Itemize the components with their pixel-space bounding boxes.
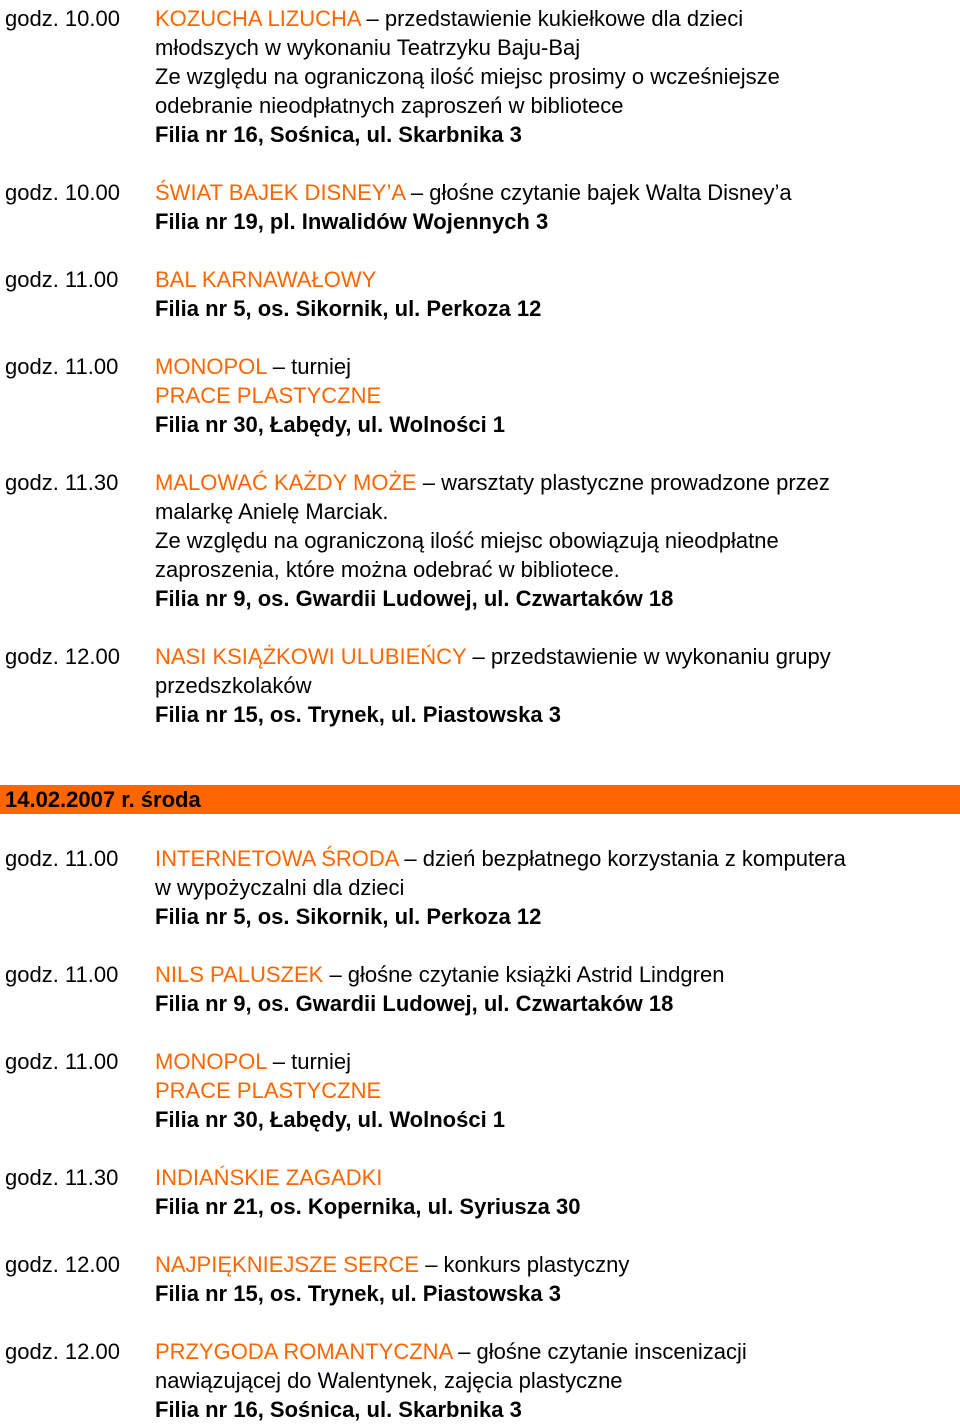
event-heading-line xyxy=(155,178,955,207)
event-description: głośne czytanie bajek Walta Disney’a xyxy=(429,180,792,205)
event-address: Filia nr 21, os. Kopernika, ul. Syriusza 30 xyxy=(155,1194,581,1219)
event-title: ŚWIAT BAJEK DISNEY’A xyxy=(155,180,405,205)
event-heading-line xyxy=(155,642,955,671)
event-heading-line xyxy=(155,1250,955,1279)
event-description: przedstawienie w wykonaniu grupy xyxy=(490,644,831,669)
event-description: głośne czytanie inscenizacji xyxy=(476,1339,747,1364)
event-time: godz. 10.00 xyxy=(5,6,120,31)
event-time: godz. 12.00 xyxy=(5,1252,120,1277)
event-description-line: nawiązującej do Walentynek, zajęcia plastyczne xyxy=(155,1368,623,1393)
event-address: Filia nr 5, os. Sikornik, ul. Perkoza 12 xyxy=(155,904,542,929)
event-description-line: Ze względu na ograniczoną ilość miejsc prosimy o wcześniejsze xyxy=(155,64,780,89)
event-subtitle: PRACE PLASTYCZNE xyxy=(155,1078,382,1103)
event-time: godz. 11.30 xyxy=(5,1165,119,1190)
event-heading-line xyxy=(155,844,955,873)
event-time: godz. 11.00 xyxy=(5,962,119,987)
event-separator: – xyxy=(266,354,292,379)
event-description-line: zaproszenia, które można odebrać w bibliotece. xyxy=(155,557,620,582)
event-description-line: malarkę Anielę Marciak. xyxy=(155,499,389,524)
event-time: godz. 11.00 xyxy=(5,267,119,292)
event-address: Filia nr 19, pl. Inwalidów Wojennych 3 xyxy=(155,209,549,234)
event-separator: – xyxy=(266,1049,292,1074)
event-description-line: odebranie nieodpłatnych zaproszeń w bibliotece xyxy=(155,93,624,118)
event-title: BAL KARNAWAŁOWY xyxy=(155,267,377,292)
event-separator: – xyxy=(466,644,491,669)
event-time: godz. 12.00 xyxy=(5,644,120,669)
event-separator: – xyxy=(398,846,423,871)
event-title: PRZYGODA ROMANTYCZNA xyxy=(155,1339,453,1364)
event-time: godz. 11.00 xyxy=(5,354,119,379)
event-address: Filia nr 9, os. Gwardii Ludowej, ul. Czwartaków 18 xyxy=(155,991,674,1016)
event-separator: – xyxy=(404,180,430,205)
event-description: dzień bezpłatnego korzystania z komputera xyxy=(422,846,846,871)
event-title: INDIAŃSKIE ZAGADKI xyxy=(155,1165,383,1190)
event-time: godz. 11.00 xyxy=(5,1049,119,1074)
event-time: godz. 11.30 xyxy=(5,470,119,495)
event-subtitle: PRACE PLASTYCZNE xyxy=(155,383,382,408)
event-address: Filia nr 15, os. Trynek, ul. Piastowska 3 xyxy=(155,702,561,727)
event-title: KOZUCHA LIZUCHA xyxy=(155,6,361,31)
event-heading-line xyxy=(155,4,955,33)
event-address: Filia nr 15, os. Trynek, ul. Piastowska 3 xyxy=(155,1281,561,1306)
event-title: NAJPIĘKNIEJSZE SERCE xyxy=(155,1252,420,1277)
event-time: godz. 10.00 xyxy=(5,180,120,205)
event-description: głośne czytanie książki Astrid Lindgren xyxy=(347,962,725,987)
event-heading-line xyxy=(155,960,955,989)
event-title: MONOPOL xyxy=(155,1049,267,1074)
event-time: godz. 11.00 xyxy=(5,846,119,871)
event-heading-line xyxy=(155,1047,955,1076)
event-description: warsztaty plastyczne prowadzone przez xyxy=(441,470,830,495)
event-description-line: przedszkolaków xyxy=(155,673,312,698)
event-description-line: młodszych w wykonaniu Teatrzyku Baju-Baj xyxy=(155,35,581,60)
event-heading-line xyxy=(155,468,955,497)
event-address: Filia nr 30, Łabędy, ul. Wolności 1 xyxy=(155,412,506,437)
event-title: MONOPOL xyxy=(155,354,267,379)
event-description: konkurs plastyczny xyxy=(443,1252,630,1277)
event-title: NILS PALUSZEK xyxy=(155,962,324,987)
event-separator: – xyxy=(323,962,348,987)
event-heading-line xyxy=(155,1337,955,1366)
event-address: Filia nr 16, Sośnica, ul. Skarbnika 3 xyxy=(155,1397,522,1422)
event-description: przedstawienie kukiełkowe dla dzieci xyxy=(384,6,744,31)
event-separator: – xyxy=(419,1252,444,1277)
date-heading-bar: 14.02.2007 r. środa xyxy=(0,785,960,814)
event-description-line: w wypożyczalni dla dzieci xyxy=(155,875,405,900)
event-address: Filia nr 5, os. Sikornik, ul. Perkoza 12 xyxy=(155,296,542,321)
event-title: INTERNETOWA ŚRODA xyxy=(155,846,399,871)
event-separator: – xyxy=(416,470,442,495)
event-separator: – xyxy=(452,1339,477,1364)
event-address: Filia nr 16, Sośnica, ul. Skarbnika 3 xyxy=(155,122,522,147)
event-description-line: Ze względu na ograniczoną ilość miejsc obowiązują nieodpłatne xyxy=(155,528,779,553)
event-title: MALOWAĆ KAŻDY MOŻE xyxy=(155,470,417,495)
event-separator: – xyxy=(360,6,385,31)
event-address: Filia nr 9, os. Gwardii Ludowej, ul. Czwartaków 18 xyxy=(155,586,674,611)
event-description: turniej xyxy=(291,354,352,379)
event-title: NASI KSIĄŻKOWI ULUBIEŃCY xyxy=(155,644,467,669)
event-heading-line xyxy=(155,352,955,381)
event-description: turniej xyxy=(291,1049,352,1074)
event-time: godz. 12.00 xyxy=(5,1339,120,1364)
event-address: Filia nr 30, Łabędy, ul. Wolności 1 xyxy=(155,1107,506,1132)
